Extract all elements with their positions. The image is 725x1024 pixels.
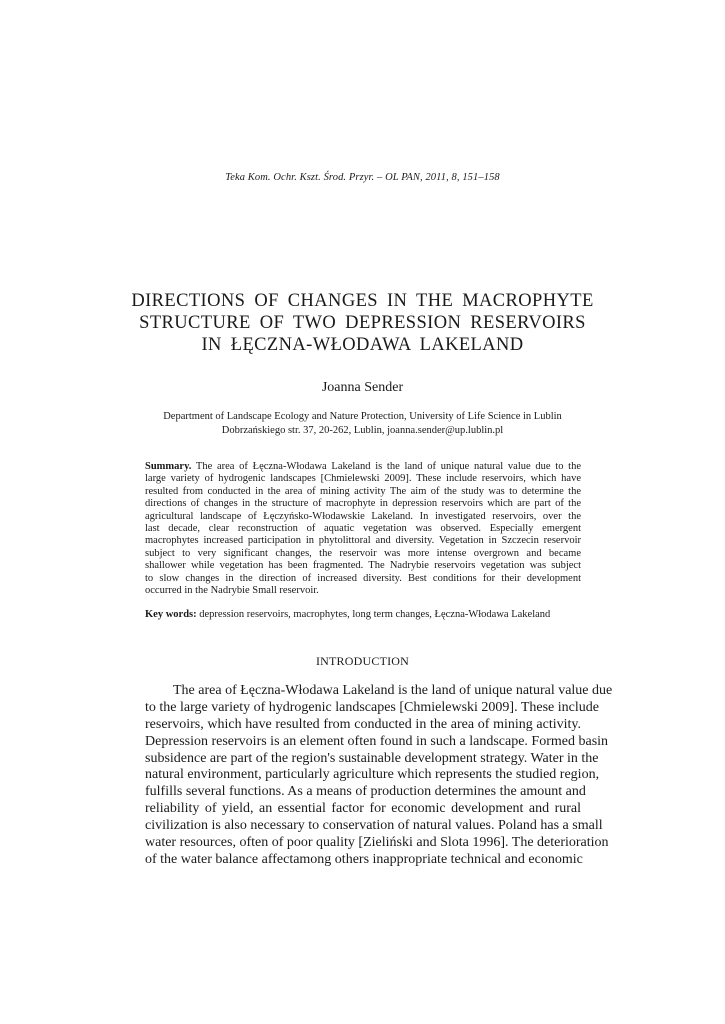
body-line: Depression reservoirs is an element often found in such a landscape. Formed basin (145, 733, 609, 749)
abstract-line: macrophytes increased participation in phytolittoral and diversity. Vegetation in Szczecin reservoir (145, 535, 581, 547)
keywords-label: Key words: (145, 609, 197, 620)
author-affiliation (0, 410, 725, 438)
title-line: DIRECTIONS OF CHANGES IN THE MACROPHYTE (131, 291, 594, 311)
title-line: IN ŁĘCZNA-WŁODAWA LAKELAND (201, 335, 524, 355)
keywords (145, 609, 585, 620)
author-name: Joanna Sender (321, 380, 404, 395)
abstract-line: agricultural landscape of Łęczyńsko-Włodawskie Lakeland. In investigated reservoirs, over the (145, 510, 581, 522)
introduction-body (145, 683, 613, 869)
affiliation-line: Dobrzańskiego str. 37, 20-262, Lublin, joanna.sender@up.lublin.pl (221, 425, 504, 436)
abstract-line: directions of changes in the structure of macrophyte in depression reservoirs which are part of the (145, 498, 581, 510)
body-line: reservoirs, which have resulted from conducted in the area of mining activity. (145, 716, 581, 732)
body-line: reliability of yield, an essential factor for economic development and rural (145, 801, 581, 817)
keywords-text: depression reservoirs, macrophytes, long term changes, Łęczna-Włodawa Lakeland (196, 609, 551, 620)
affiliation-line: Department of Landscape Ecology and Nature Protection, University of Life Science in Lublin (163, 411, 562, 422)
abstract (145, 461, 581, 597)
body-line: The area of Łęczna-Włodawa Lakeland is the land of unique natural value due (173, 683, 613, 698)
abstract-line (145, 461, 581, 473)
abstract-line: to slow changes in the direction of increased diversity. Best conditions for their development (145, 572, 581, 584)
paper-title (100, 290, 625, 356)
summary-label: Summary. (145, 461, 192, 472)
body-line: subsidence are part of the region's sustainable development strategy. Water in the (145, 750, 599, 766)
body-line: water resources, often of poor quality [Zieliński and Slota 1996]. The deterioration (145, 835, 609, 851)
title-line: STRUCTURE OF TWO DEPRESSION RESERVOIRS (139, 313, 586, 333)
body-line: of the water balance affectamong others inappropriate technical and economic (145, 851, 583, 867)
abstract-line: large variety of hydrogenic landscapes [Chmielewski 2009]. These include reservoirs, which have (145, 473, 581, 485)
abstract-line: shallower while vegetation has been fragmented. The Nadrybie reservoirs vegetation was subject (145, 560, 581, 572)
body-line: fulfills several functions. As a means of production determines the amount and (145, 784, 586, 800)
abstract-line: last decade, clear reconstruction of aquatic vegetation was observed. Especially emergent (145, 522, 581, 534)
abstract-text: The area of Łęczna-Włodawa Lakeland is the land of unique natural value due to the (191, 461, 581, 472)
abstract-line: occurred in the Nadrybie Small reservoir. (145, 584, 319, 596)
body-line: to the large variety of hydrogenic landscapes [Chmielewski 2009]. These include (145, 699, 599, 715)
abstract-line: resulted from conducted in the area of mining activity The aim of the study was to determine the (145, 485, 581, 497)
abstract-line: subject to very significant changes, the reservoir was more intense overgrown and became (145, 547, 581, 559)
body-line: natural environment, particularly agriculture which represents the studied region, (145, 767, 600, 783)
journal-citation: Teka Kom. Ochr. Kszt. Środ. Przyr. – OL PAN, 2011, 8, 151–158 (225, 172, 500, 183)
section-heading: INTRODUCTION (315, 654, 410, 668)
body-line: civilization is also necessary to conservation of natural values. Poland has a small (145, 818, 603, 834)
